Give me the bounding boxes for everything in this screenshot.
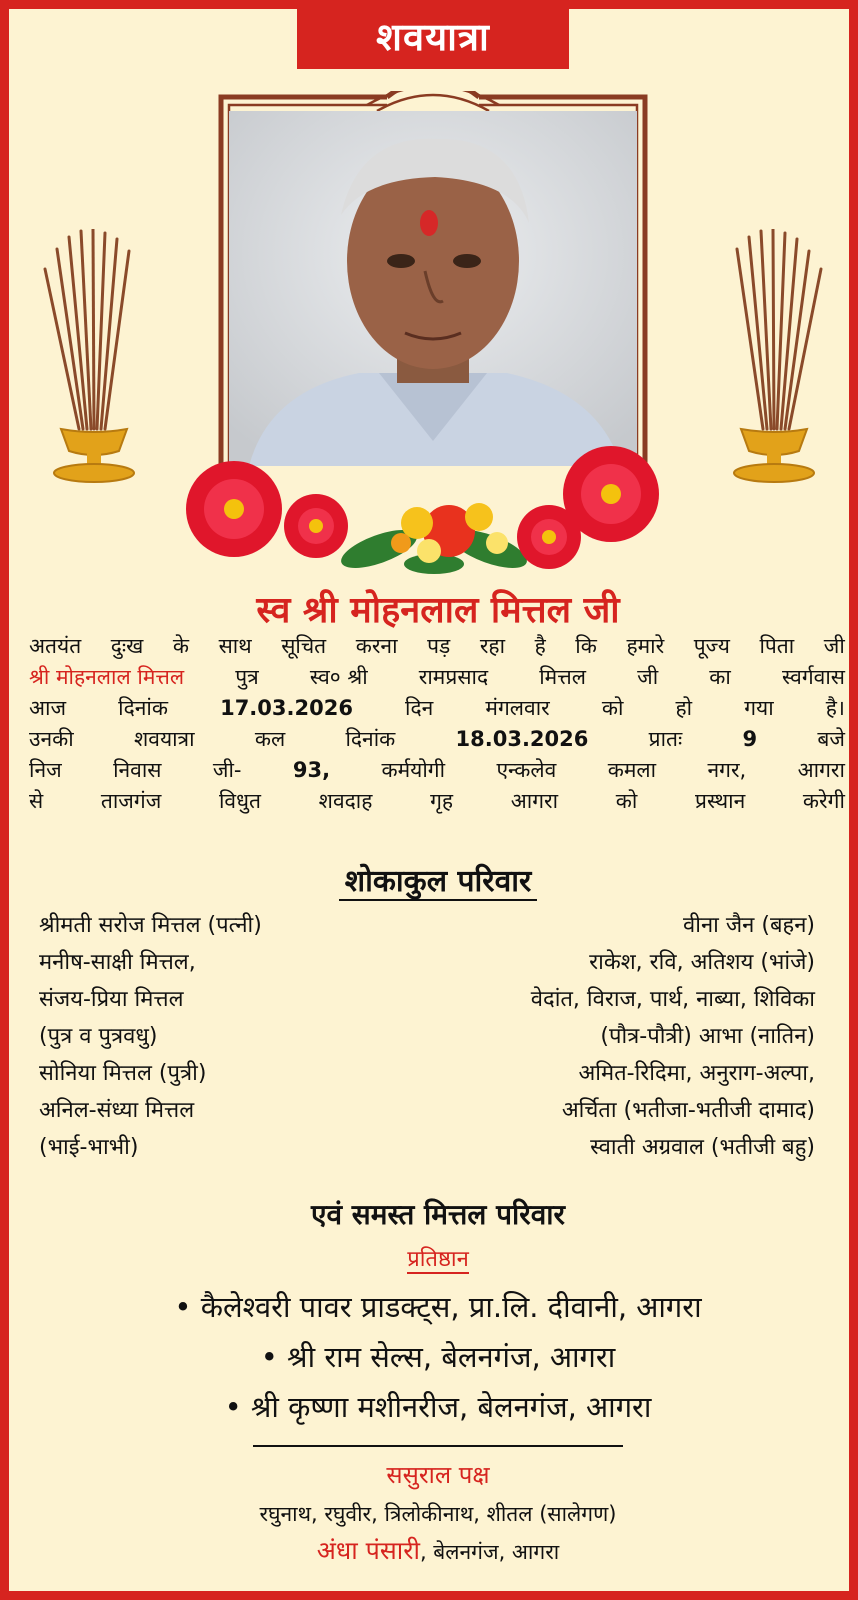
deceased-name: स्व श्री मोहनलाल मित्तल जी xyxy=(256,590,620,631)
word: निज xyxy=(29,758,62,782)
word: उनकी xyxy=(29,727,74,751)
family-member: (पौत्र-पौत्री) आभा (नातिन) xyxy=(600,1024,815,1049)
word: साथ xyxy=(218,634,252,658)
word: शवयात्रा xyxy=(133,727,195,751)
announcement-line xyxy=(29,755,845,786)
word: कमला xyxy=(607,758,657,782)
photo-frame xyxy=(217,91,649,471)
family-member: (पुत्र व पुत्रवधु) xyxy=(39,1024,158,1049)
word: गृह xyxy=(430,789,454,813)
family-member: अनिल-संध्या मित्तल xyxy=(39,1098,195,1123)
word: दिन xyxy=(405,696,434,720)
word: है xyxy=(534,634,546,658)
deceased-name-inline: श्री मोहनलाल मित्तल xyxy=(29,665,185,689)
word: एन्कलेव xyxy=(496,758,557,782)
word: आगरा xyxy=(510,789,559,813)
family-member: अमित-रिदिमा, अनुराग-अल्पा, xyxy=(578,1061,815,1086)
extended-family: एवं समस्त मित्तल परिवार xyxy=(310,1198,566,1231)
establishment-item: • श्री राम सेल्स, बेलनगंज, आगरा xyxy=(260,1340,616,1374)
funeral-time: 9 xyxy=(742,727,758,751)
family-member: स्वाती अग्रवाल (भतीजी बहु) xyxy=(590,1135,815,1160)
word: जी- xyxy=(212,758,242,782)
death-date: 17.03.2026 xyxy=(220,696,353,720)
inlaws-title: ससुराल पक्ष xyxy=(386,1461,490,1489)
family-title-text: शोकाकुल परिवार xyxy=(339,864,538,901)
word: दिनांक xyxy=(118,696,168,720)
inlaws-shop-address: , बेलनगंज, आगरा xyxy=(419,1540,560,1564)
word: आगरा xyxy=(797,758,845,782)
establishment-item: • श्री कृष्णा मशीनरीज, बेलनगंज, आगरा xyxy=(224,1390,652,1424)
word: रामप्रसाद xyxy=(418,665,489,689)
word: मित्तल xyxy=(539,665,586,689)
word: कल xyxy=(254,727,286,751)
word: सूचित xyxy=(281,634,327,658)
word: से xyxy=(29,789,44,813)
word: गया xyxy=(744,696,774,720)
incense-stand-right-icon xyxy=(719,229,829,489)
word: अतयंत xyxy=(29,634,82,658)
inlaws-shop xyxy=(9,1535,858,1568)
word: है। xyxy=(825,696,845,720)
word: रहा xyxy=(479,634,506,658)
word: दिनांक xyxy=(345,727,396,751)
funeral-date: 18.03.2026 xyxy=(455,727,589,751)
word: का xyxy=(709,665,731,689)
word: करना xyxy=(355,634,398,658)
word: जी xyxy=(637,665,659,689)
family-member: श्रीमती सरोज मित्तल (पत्नी) xyxy=(39,913,262,938)
divider xyxy=(253,1445,623,1447)
family-list-left xyxy=(39,907,262,1166)
family-list-right xyxy=(531,907,815,1166)
family-member: (भाई-भाभी) xyxy=(39,1135,139,1160)
word: जी xyxy=(823,634,845,658)
word: पिता xyxy=(759,634,795,658)
flower-garland-icon xyxy=(179,439,699,589)
word: स्वर्गवास xyxy=(781,665,845,689)
family-member: मनीष-साक्षी मित्तल, xyxy=(39,950,196,975)
establishments-label-text: प्रतिष्ठान xyxy=(407,1247,469,1272)
word: नगर, xyxy=(707,758,747,782)
word: बजे xyxy=(817,727,845,751)
house-number: 93, xyxy=(292,758,331,782)
incense-stand-left-icon xyxy=(39,229,149,489)
deceased-photo xyxy=(229,111,637,466)
word: हमारे xyxy=(626,634,665,658)
establishment-item: • कैलेश्वरी पावर प्राडक्ट्स, प्रा.लि. दीवानी, आगरा xyxy=(174,1290,702,1324)
word: को xyxy=(601,696,624,720)
word: शवदाह xyxy=(318,789,373,813)
word: पूज्य xyxy=(693,634,730,658)
family-member: अर्चिता (भतीजा-भतीजी दामाद) xyxy=(561,1098,815,1123)
announcement-line xyxy=(29,724,845,755)
inlaws-shop-name: अंधा पंसारी xyxy=(316,1536,420,1565)
announcement-line xyxy=(29,786,845,817)
inlaws-names: रघुनाथ, रघुवीर, त्रिलोकीनाथ, शीतल (सालेगण) xyxy=(259,1502,617,1526)
word: प्रातः xyxy=(648,727,683,751)
word: प्रस्थान xyxy=(695,789,746,813)
word: को xyxy=(615,789,638,813)
announcement-line xyxy=(29,662,845,693)
family-title xyxy=(9,862,858,902)
word: हो xyxy=(675,696,693,720)
word: के xyxy=(172,634,190,658)
word: दुःख xyxy=(110,634,144,658)
header-title: शवयात्रा xyxy=(309,13,557,61)
word: विधुत xyxy=(218,789,261,813)
word: निवास xyxy=(113,758,162,782)
announcement-line xyxy=(29,631,845,662)
word: कि xyxy=(575,634,597,658)
family-member: सोनिया मित्तल (पुत्री) xyxy=(39,1061,207,1086)
word: ताजगंज xyxy=(100,789,162,813)
announcement-line xyxy=(29,693,845,724)
word: मंगलवार xyxy=(485,696,550,720)
family-member: वेदांत, विराज, पार्थ, नाब्या, शिविका xyxy=(530,987,815,1012)
word: आज xyxy=(29,696,67,720)
family-member: वीना जैन (बहन) xyxy=(683,913,815,938)
word: पुत्र xyxy=(235,665,259,689)
word: पड़ xyxy=(427,634,451,658)
announcement-paragraph xyxy=(29,631,845,817)
establishments-label xyxy=(9,1245,858,1275)
family-member: राकेश, रवि, अतिशय (भांजे) xyxy=(589,950,815,975)
word: स्व० श्री xyxy=(309,665,368,689)
word: कर्मयोगी xyxy=(381,758,446,782)
family-member: संजय-प्रिया मित्तल xyxy=(39,987,184,1012)
word: करेगी xyxy=(802,789,845,813)
